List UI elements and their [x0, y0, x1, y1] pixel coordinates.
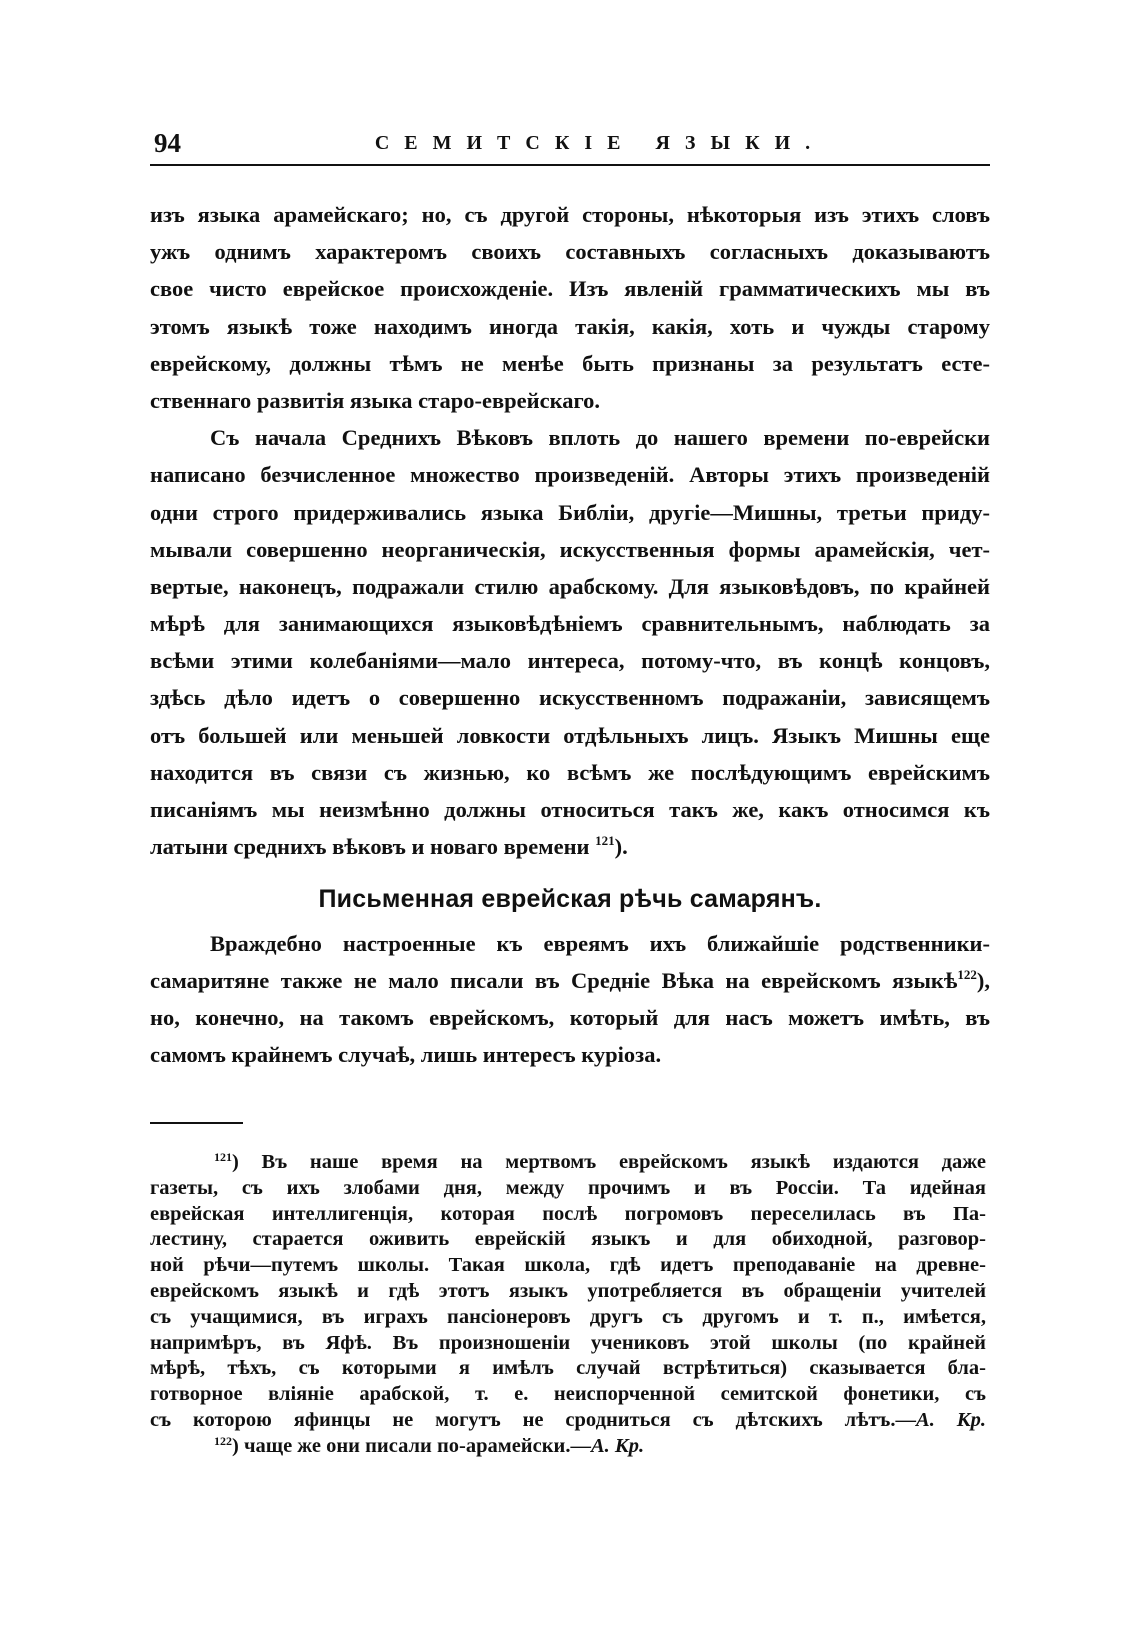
footnote-line: ной рѣчи—путемъ школы. Такая школа, гдѣ идетъ преподаваніе на древне-	[150, 1254, 986, 1277]
text-fragment: съ которою яфинцы не могутъ не сродниться съ дѣтскихъ лѣтъ.—	[150, 1408, 917, 1431]
header-rule	[150, 164, 990, 166]
footnote-line	[150, 1150, 986, 1176]
text-line: ственнаго развитія языка старо-еврейскаго.	[150, 387, 600, 413]
section-heading: Письменная еврейская рѣчь самарянъ.	[318, 885, 822, 914]
text-line	[150, 828, 990, 865]
page-header	[150, 128, 990, 168]
footnote-line: съ учащимися, въ играхъ пансіонеровъ другъ съ другомъ и т. п., имѣется,	[150, 1305, 986, 1328]
text-fragment: латыни среднихъ вѣковъ и новаго времени	[150, 834, 590, 860]
text-line: всѣми этими колебаніями—мало интереса, потому-что, въ концѣ концовъ,	[150, 648, 990, 674]
footnote-author: А. Кр.	[590, 1434, 645, 1457]
main-text	[150, 196, 990, 1073]
text-fragment: ) чаще же они писали по-арамейски.—	[232, 1434, 591, 1457]
text-line: вертые, наконецъ, подражали стилю арабскому. Для языковѣдовъ, по крайней	[150, 573, 990, 599]
text-line: одни строго придерживались языка Библіи, другіе—Мишны, третьи приду-	[150, 499, 990, 525]
footnote-line: напримѣръ, въ Яфѣ. Въ произношеніи учениковъ этой школы (по крайней	[150, 1331, 986, 1354]
footnote-author: А. Кр.	[916, 1408, 986, 1431]
text-line: мѣрѣ для занимающихся языковѣдѣніемъ сравнительнымъ, наблюдать за	[150, 611, 990, 637]
text-line: написано безчисленное множество произведеній. Авторы этихъ произведеній	[150, 462, 990, 488]
footnote-marker-122: 122	[214, 1433, 232, 1448]
text-fragment: ),	[976, 967, 990, 993]
text-line: еврейскому, должны тѣмъ не менѣе быть признаны за результатъ есте-	[150, 350, 990, 376]
footnote-line	[150, 1408, 986, 1434]
footnote-ref-121[interactable]: 121	[595, 833, 615, 849]
text-line: писаніямъ мы неизмѣнно должны относиться такъ же, какъ относимся къ	[150, 797, 990, 822]
footnote-line: еврейскомъ языкѣ и гдѣ этотъ языкъ употребляется въ обращеніи учителей	[150, 1279, 986, 1302]
footnote-line: мѣрѣ, тѣхъ, съ которыми я имѣлъ случай встрѣтиться) сказывается бла-	[150, 1357, 986, 1380]
text-fragment: самаритяне также не мало писали въ Средніе Вѣка на еврейскомъ языкѣ	[150, 967, 958, 993]
page-number: 94	[154, 128, 181, 158]
running-title: СЕМИТСКІЕ ЯЗЫКИ.	[374, 132, 826, 154]
footnote-ref-122[interactable]: 122	[957, 966, 977, 982]
footnote-line	[150, 1434, 986, 1460]
footnotes	[150, 1150, 986, 1460]
footnote-rule	[150, 1122, 243, 1124]
text-line: Враждебно настроенные къ евреямъ ихъ ближайшіе родственники-	[210, 930, 990, 956]
text-line: но, конечно, на такомъ еврейскомъ, который для насъ можетъ имѣть, въ	[150, 1004, 990, 1030]
text-line: этомъ языкѣ тоже находимъ иногда такія, какія, хоть и чужды старому	[150, 313, 990, 339]
text-line: самомъ крайнемъ случаѣ, лишь интересъ куріоза.	[150, 1042, 662, 1068]
footnote-line: газеты, съ ихъ злобами дня, между прочимъ и въ Россіи. Та идейная	[150, 1176, 986, 1199]
footnote-line: готворное вліяніе арабской, т. е. неиспорченной семитской фонетики, съ	[150, 1383, 986, 1406]
text-fragment: ) Въ наше время на мертвомъ еврейскомъ языкѣ издаются даже	[232, 1151, 986, 1173]
text-line	[150, 962, 990, 999]
text-line: Съ начала Среднихъ Вѣковъ вплоть до нашего времени по-еврейски	[210, 425, 990, 451]
text-line: находится въ связи съ жизнью, ко всѣмъ же послѣдующимъ еврейскимъ	[150, 759, 990, 785]
footnote-line: лестину, старается оживить еврейскій языкъ и для обиходной, разговор-	[150, 1228, 986, 1251]
text-line: изъ языка арамейскаго; но, съ другой стороны, нѣкоторыя изъ этихъ словъ	[150, 202, 990, 227]
footnote-marker-121: 121	[214, 1150, 232, 1164]
footnote-line: еврейская интеллигенція, которая послѣ погромовъ переселилась въ Па-	[150, 1202, 986, 1225]
text-line: ужъ однимъ характеромъ своихъ составныхъ согласныхъ доказываютъ	[150, 239, 990, 265]
text-line: свое чисто еврейское происхожденіе. Изъ явленій грамматическихъ мы въ	[150, 276, 990, 302]
text-line: мывали совершенно неорганическія, искусственныя формы арамейскія, чет-	[150, 536, 990, 562]
text-fragment: ).	[614, 834, 628, 860]
text-line: отъ большей или меньшей ловкости отдѣльныхъ лицъ. Языкъ Мишны еще	[150, 722, 990, 748]
text-line: здѣсь дѣло идетъ о совершенно искусственномъ подражаніи, зависящемъ	[150, 685, 990, 711]
